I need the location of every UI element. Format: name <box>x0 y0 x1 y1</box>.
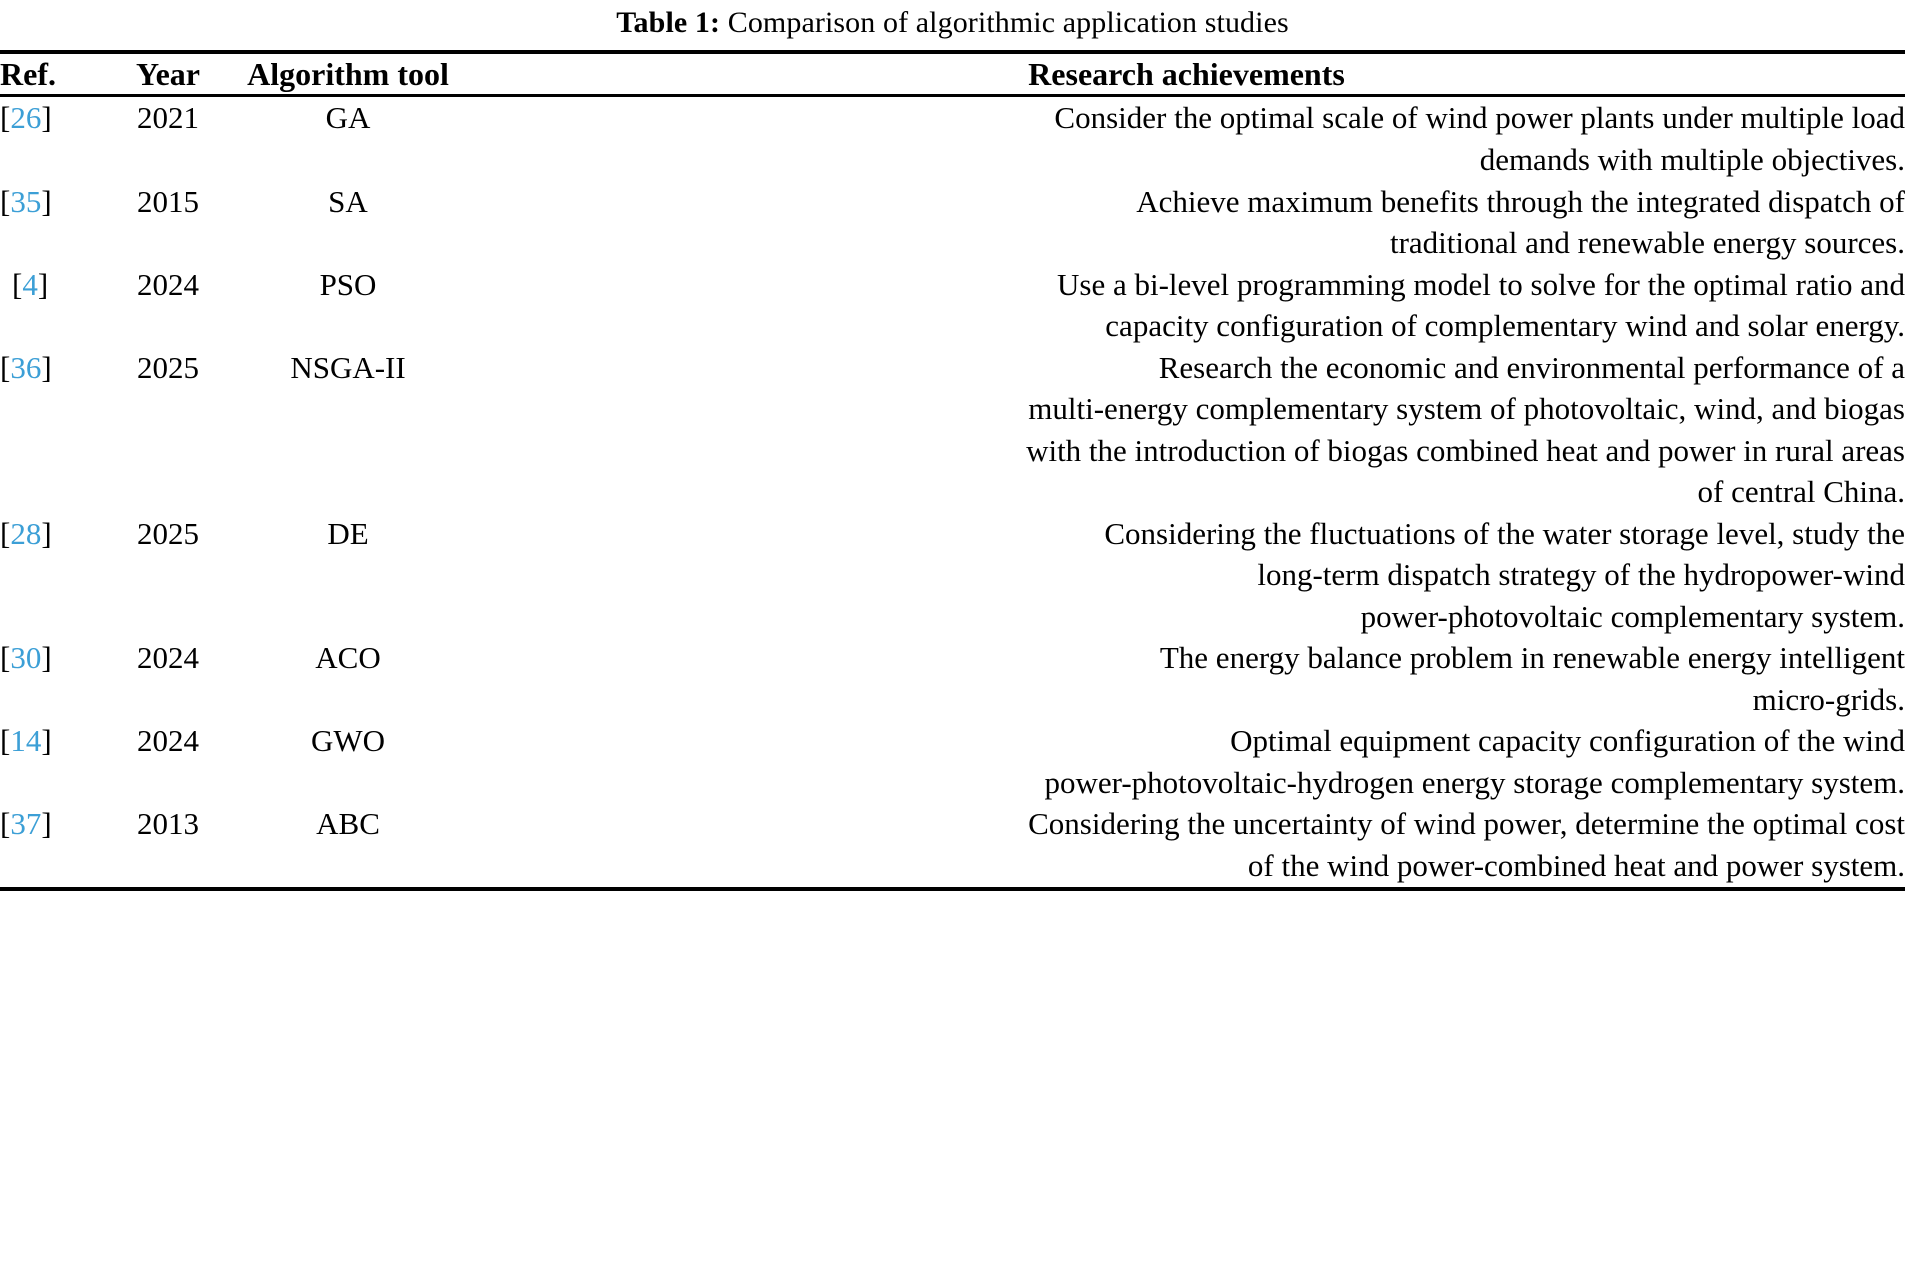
cell-reference <box>0 181 108 264</box>
table-bottom-rule <box>0 887 1905 891</box>
reference-link[interactable]: 14 <box>10 723 42 759</box>
cell-algorithm: GWO <box>310 723 386 759</box>
cell-algorithm: ACO <box>315 640 381 676</box>
achievement-line: power-photovoltaic complementary system. <box>1360 598 1905 634</box>
cell-algorithm: DE <box>327 515 369 551</box>
cell-year: 2013 <box>137 806 199 842</box>
comparison-table <box>0 54 1905 95</box>
cell-achievement <box>468 803 1905 886</box>
table-row <box>0 803 1905 886</box>
reference-link[interactable]: 4 <box>22 266 38 302</box>
bracket-open: [ <box>12 266 23 302</box>
cell-achievement <box>468 720 1905 803</box>
achievement-line: Use a bi-level programming model to solve for the optimal ratio and <box>1057 266 1905 302</box>
cell-year: 2015 <box>137 183 199 219</box>
table-row <box>0 347 1905 513</box>
reference-link[interactable]: 28 <box>10 515 42 551</box>
column-header-achievements: Research achievements <box>1028 55 1345 92</box>
table-row <box>0 637 1905 720</box>
reference-link[interactable]: 36 <box>10 349 42 385</box>
caption-text: Comparison of algorithmic application studies <box>727 6 1289 39</box>
achievement-line: capacity configuration of complementary wind and solar energy. <box>1105 308 1905 344</box>
table-body <box>0 97 1905 886</box>
bracket-open: [ <box>0 723 11 759</box>
cell-reference <box>0 264 108 347</box>
cell-reference <box>0 513 108 638</box>
bracket-open: [ <box>0 515 11 551</box>
cell-year: 2024 <box>137 266 199 302</box>
column-header-algorithm: Algorithm tool <box>247 55 449 92</box>
bracket-close: ] <box>37 266 49 302</box>
bracket-close: ] <box>41 723 52 759</box>
cell-achievement <box>468 347 1905 513</box>
cell-algorithm: NSGA-II <box>290 349 406 385</box>
table-row <box>0 720 1905 803</box>
achievement-line: Optimal equipment capacity configuration of the wind <box>1230 723 1905 759</box>
bracket-open: [ <box>0 806 11 842</box>
achievement-line: of the wind power-combined heat and power system. <box>1247 848 1905 884</box>
cell-achievement <box>468 637 1905 720</box>
table-caption <box>0 0 1905 50</box>
cell-year: 2025 <box>137 515 199 551</box>
cell-reference <box>0 720 108 803</box>
bracket-close: ] <box>41 100 52 136</box>
cell-achievement <box>468 181 1905 264</box>
cell-year: 2025 <box>137 349 199 385</box>
achievement-line: of central China. <box>1697 474 1905 510</box>
achievement-line: Considering the fluctuations of the water storage level, study the <box>1104 515 1905 551</box>
caption-label: Table 1: <box>616 6 721 39</box>
achievement-line: power-photovoltaic-hydrogen energy storage complementary system. <box>1044 764 1905 800</box>
cell-reference <box>0 97 108 180</box>
cell-reference <box>0 637 108 720</box>
bracket-open: [ <box>0 640 11 676</box>
cell-year: 2024 <box>137 640 199 676</box>
table-row <box>0 97 1905 180</box>
comparison-table-body <box>0 97 1905 886</box>
cell-algorithm: ABC <box>316 806 380 842</box>
achievement-line: multi-energy complementary system of photovoltaic, wind, and biogas <box>1028 391 1905 427</box>
achievement-line: with the introduction of biogas combined heat and power in rural areas <box>1026 432 1905 468</box>
reference-link[interactable]: 35 <box>10 183 42 219</box>
achievement-line: Consider the optimal scale of wind power plants under multiple load <box>1054 100 1905 136</box>
bracket-close: ] <box>41 349 52 385</box>
table-row <box>0 513 1905 638</box>
cell-algorithm: GA <box>325 100 371 136</box>
achievement-line: long-term dispatch strategy of the hydropower-wind <box>1257 557 1905 593</box>
bracket-open: [ <box>0 183 11 219</box>
bracket-close: ] <box>41 515 52 551</box>
table-header-row <box>0 54 1905 95</box>
cell-year: 2021 <box>137 100 199 136</box>
cell-achievement <box>468 97 1905 180</box>
reference-link[interactable]: 30 <box>10 640 42 676</box>
bracket-open: [ <box>0 100 11 136</box>
bracket-close: ] <box>41 806 52 842</box>
achievement-line: The energy balance problem in renewable energy intelligent <box>1159 640 1905 676</box>
cell-achievement <box>468 513 1905 638</box>
cell-achievement <box>468 264 1905 347</box>
achievement-line: Research the economic and environmental performance of a <box>1158 349 1905 385</box>
achievement-line: demands with multiple objectives. <box>1479 141 1905 177</box>
cell-reference <box>0 347 108 513</box>
cell-algorithm: PSO <box>319 266 377 302</box>
bracket-open: [ <box>0 349 11 385</box>
cell-year: 2024 <box>137 723 199 759</box>
reference-link[interactable]: 37 <box>10 806 42 842</box>
bracket-close: ] <box>41 183 52 219</box>
cell-reference <box>0 803 108 886</box>
column-header-year: Year <box>136 55 200 92</box>
reference-link[interactable]: 26 <box>10 100 42 136</box>
table-row <box>0 181 1905 264</box>
achievement-line: Achieve maximum benefits through the integrated dispatch of <box>1136 183 1905 219</box>
bracket-close: ] <box>41 640 52 676</box>
achievement-line: Considering the uncertainty of wind power, determine the optimal cost <box>1028 806 1905 842</box>
achievement-line: traditional and renewable energy sources. <box>1389 225 1905 261</box>
table-row <box>0 264 1905 347</box>
column-header-ref: Ref. <box>0 55 56 92</box>
table-header <box>0 54 1905 95</box>
achievement-line: micro-grids. <box>1752 681 1905 717</box>
cell-algorithm: SA <box>328 183 368 219</box>
